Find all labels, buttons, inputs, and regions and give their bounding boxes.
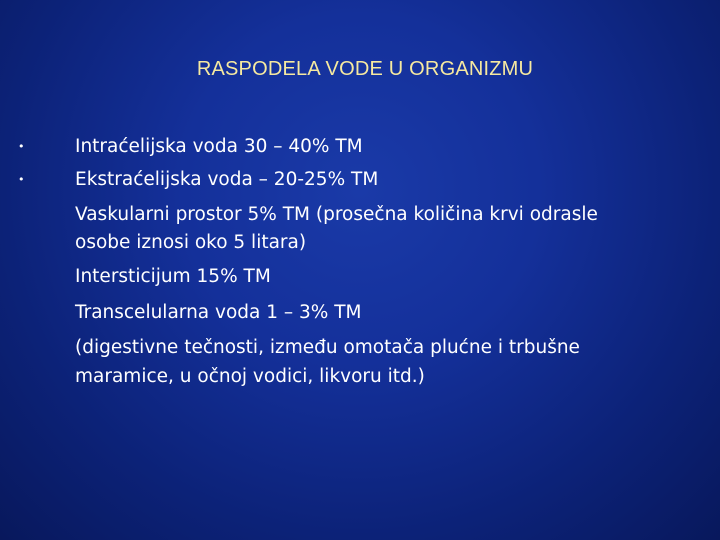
slide-title: RASPODELA VODE U ORGANIZMU	[196, 58, 534, 80]
sub-line-interstitium: Intersticijum 15% TM	[75, 266, 271, 287]
sub-line-transcellular-detail: (digestivne tečnosti, između omotača plućne i trbušne	[75, 337, 580, 358]
sub-line-transcellular-detail-cont: maramice, u očnoj vodici, likvoru itd.)	[75, 366, 425, 387]
sub-line-transcellular: Transcelularna voda 1 – 3% TM	[75, 302, 362, 323]
bullet-marker: •	[18, 140, 25, 153]
sub-line-vascular: Vaskularni prostor 5% TM (prosečna količina krvi odrasle	[75, 204, 598, 225]
bullet-item-extracellular: Ekstraćelijska voda – 20-25% TM	[75, 169, 379, 190]
bullet-item-intracellular: Intraćelijska voda 30 – 40% TM	[75, 136, 363, 157]
sub-line-vascular-cont: osobe iznosi oko 5 litara)	[75, 232, 307, 253]
bullet-marker: •	[18, 173, 25, 186]
